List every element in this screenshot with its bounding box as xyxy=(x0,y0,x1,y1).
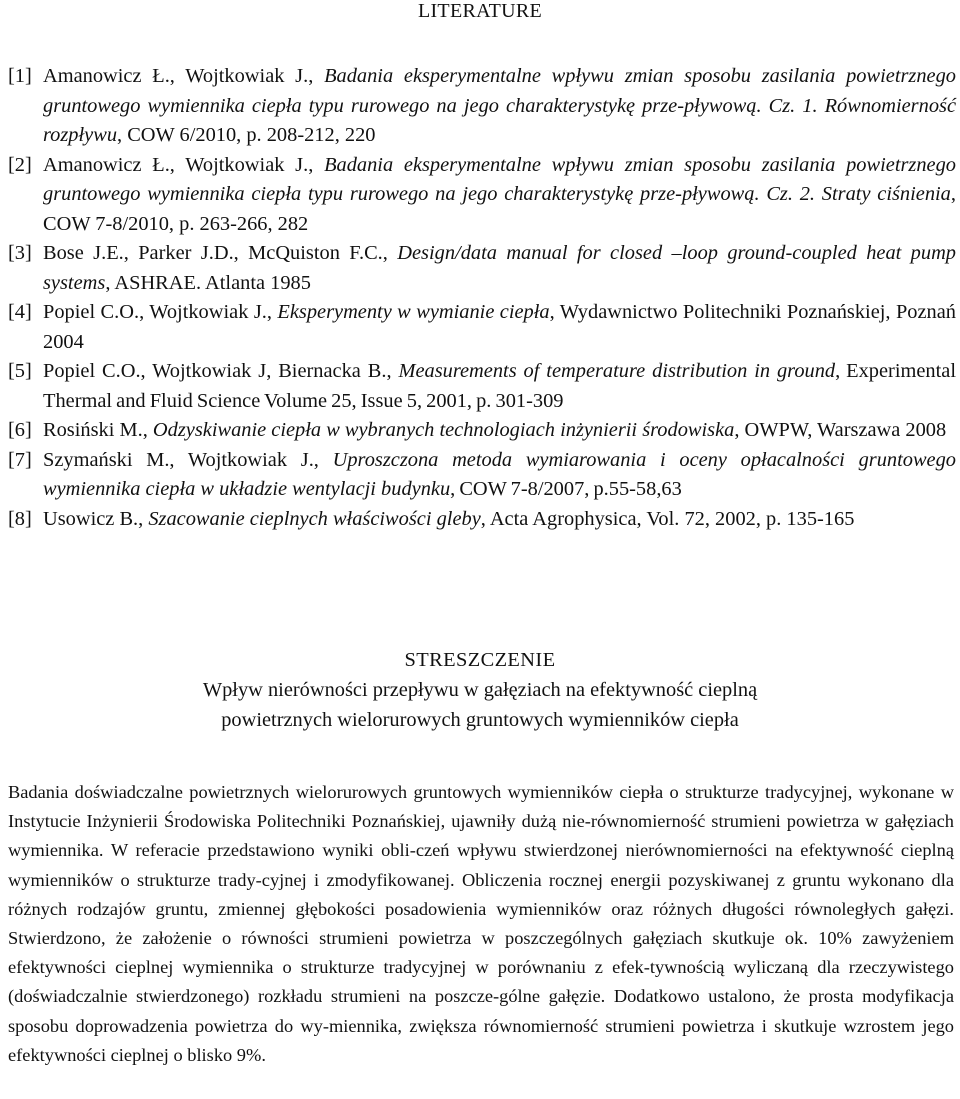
reference-title: Measurements of temperature distribution in ground xyxy=(398,360,836,382)
reference-number: [5] xyxy=(8,360,32,382)
reference-source: , COW 6/2010, p. 208-212, 220 xyxy=(117,124,376,146)
reference-source: , Acta Agrophysica, Vol. 72, 2002, p. 135-165 xyxy=(480,507,855,530)
reference-source: , ASHRAE. Atlanta 1985 xyxy=(105,271,311,294)
reference-number: [1] xyxy=(8,65,32,87)
reference-title: Odzyskiwanie ciepła w wybranych technologiach inżynierii środowiska xyxy=(152,419,735,441)
literature-heading: LITERATURE xyxy=(417,0,543,22)
reference-authors: Bose J.E., Parker J.D., McQuiston F.C. xyxy=(43,242,383,264)
reference-separator: , xyxy=(308,65,325,87)
reference-item xyxy=(8,357,956,416)
reference-source: , Experimental Thermal and Fluid Science Volume 25, Issue 5, 2001, p. 301-309 xyxy=(43,360,956,412)
reference-separator: , xyxy=(382,242,398,264)
reference-separator: , xyxy=(313,448,333,471)
reference-item xyxy=(8,298,956,357)
reference-separator: , xyxy=(266,301,278,323)
reference-item xyxy=(8,505,956,535)
reference-number: [8] xyxy=(8,507,32,530)
reference-separator: , xyxy=(386,360,399,382)
reference-title: Badania eksperymentalne wpływu zmian sposobu zasilania powietrznego gruntowego wymiennika ciepła typu rurowego na jego charakterystykę prze-pływową. Cz. 1. Równomierność rozpływu xyxy=(43,65,956,146)
abstract-paragraph: Badania doświadczalne powietrznych wielorurowych gruntowych wymienników ciepła o strukturze tradycyjnej, wykonane w Instytucie Inżynierii Środowiska Politechniki Poznańskiej, ujawniły dużą nie-równomierność strumieni powietrza w gałęziach wymiennika. W referacie przedstawiono wyniki obli-czeń wpływu stwierdzonej nierównomierności na efektywność cieplną wymienników o strukturze trady-cyjnej i zmodyfikowanej. Obliczenia rocznej energii pozyskiwanej z gruntu wykonano dla różnych rodzajów gruntu, zmiennej głębokości posadowienia wymienników oraz różnych długości równoległych gałęzi. Stwierdzono, że założenie o równości strumieni powietrza w poszczególnych gałęziach skutkuje ok. 10% zawyżeniem efektywności cieplnej wymiennika o strukturze tradycyjnej w porównaniu z efek-tywnością wyliczaną dla rzeczywistego (doświadczalnie stwierdzonego) rozkładu strumieni na poszcze-gólne gałęzie. Dodatkowo ustalono, że prosta modyfikacja sposobu doprowadzenia powietrza do wy-miennika, zwiększa równomierność strumieni powietrza i skutkuje wzrostem jego efektywności cieplnej o blisko 9%. xyxy=(8,782,954,1065)
reference-item xyxy=(8,239,956,298)
reference-separator: , xyxy=(308,153,325,176)
reference-authors: Szymański M., Wojtkowiak J. xyxy=(43,448,314,471)
summary-section xyxy=(0,645,960,735)
summary-title-line-2: powietrznych wielorurowych gruntowych wymienników ciepła xyxy=(221,709,739,731)
reference-source: , Wydawnictwo Politechniki Poznańskiej, Poznań 2004 xyxy=(43,301,956,353)
reference-separator: , xyxy=(138,507,149,530)
summary-heading: STRESZCZENIE xyxy=(404,649,556,671)
reference-authors: Popiel C.O., Wojtkowiak J, Biernacka B. xyxy=(43,360,387,382)
reference-number: [7] xyxy=(8,448,32,471)
reference-item xyxy=(8,416,956,446)
reference-item xyxy=(8,446,956,505)
reference-separator: , xyxy=(142,419,153,441)
reference-source: , COW 7-8/2007, p.55-58,63 xyxy=(450,478,682,500)
reference-title: Eksperymenty w wymianie ciepła xyxy=(277,301,550,323)
reference-title: Design/data manual for closed –loop ground-coupled heat pump systems xyxy=(43,242,956,294)
reference-source: , COW 7-8/2010, p. 263-266, 282 xyxy=(43,183,956,235)
reference-title: Badania eksperymentalne wpływu zmian sposobu zasilania powietrznego gruntowego wymiennika ciepła typu rurowego na jego charakterystykę prze-pływową. Cz. 2. Straty ciśnienia xyxy=(43,153,956,205)
reference-number: [4] xyxy=(8,301,32,323)
reference-source: , OWPW, Warszawa 2008 xyxy=(734,419,947,441)
reference-authors: Amanowicz Ł., Wojtkowiak J. xyxy=(43,65,309,87)
summary-title-line-1: Wpływ nierówności przepływu w gałęziach na efektywność cieplną xyxy=(202,679,758,701)
reference-title: Uproszczona metoda wymiarowania i oceny opłacalności gruntowego wymiennika ciepła w układzie wentylacji budynku xyxy=(43,448,956,500)
reference-item xyxy=(8,62,956,151)
reference-authors: Usowicz B. xyxy=(43,507,139,530)
reference-number: [3] xyxy=(8,242,32,264)
reference-number: [2] xyxy=(8,153,32,176)
reference-authors: Popiel C.O., Wojtkowiak J. xyxy=(43,301,267,323)
reference-list xyxy=(8,62,956,534)
reference-authors: Rosiński M. xyxy=(43,419,143,441)
reference-number: [6] xyxy=(8,419,32,441)
reference-item xyxy=(8,151,956,240)
reference-title: Szacowanie cieplnych właściwości gleby xyxy=(148,507,481,530)
reference-authors: Amanowicz Ł., Wojtkowiak J. xyxy=(43,153,309,176)
